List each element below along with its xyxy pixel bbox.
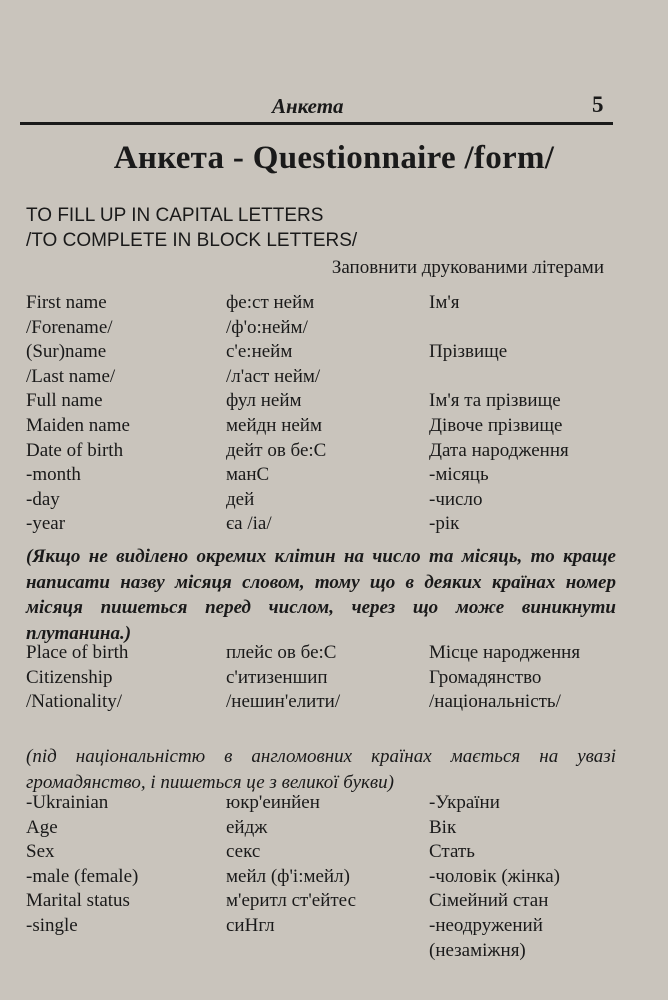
ukrainian-term: -неодружений: [429, 915, 543, 936]
vocab-row: [0, 691, 668, 715]
ukrainian-term: Громадянство: [429, 666, 542, 688]
transcription: дейт ов бе:С: [226, 439, 327, 461]
vocab-row: [0, 415, 668, 439]
ukrainian-term: -число: [429, 488, 483, 510]
english-term: -month: [26, 464, 81, 486]
vocab-row: [0, 667, 668, 691]
ukrainian-term: -місяць: [429, 464, 489, 486]
note-nationality: (під національністю в англомовних країнах мається на увазі громадянство, і пишеться це з великої букви): [26, 746, 616, 793]
instruction-line-1: TO FILL UP IN CAPITAL LETTERS: [26, 205, 324, 226]
ukrainian-term: Ім'я: [429, 292, 460, 313]
transcription: секс: [226, 841, 261, 863]
vocab-row: [0, 940, 668, 964]
english-term: First name: [26, 292, 107, 313]
english-term: Sex: [26, 841, 55, 863]
english-term: Citizenship: [26, 666, 113, 688]
english-term: -single: [26, 915, 78, 936]
page-number: 5: [592, 92, 604, 117]
english-term: Age: [26, 816, 58, 838]
ukrainian-term: Ім'я та прізвище: [429, 390, 561, 412]
running-header: [0, 84, 668, 124]
vocab-row: [0, 513, 668, 537]
page-title: Анкета - Questionnaire /form/: [113, 140, 555, 176]
ukrainian-term: -України: [429, 792, 500, 813]
ukrainian-term: Місце народження: [429, 642, 581, 663]
english-term: -Ukrainian: [26, 792, 109, 813]
english-term: -year: [26, 513, 66, 535]
transcription: ейдж: [226, 816, 268, 838]
transcription: /нешин'елити/: [226, 691, 341, 713]
vocab-row: [0, 292, 668, 316]
ukrainian-term: /національність/: [429, 691, 561, 713]
header-rule: [20, 122, 613, 125]
vocab-row: [0, 390, 668, 414]
ukrainian-term: Прізвище: [429, 341, 508, 363]
vocab-row: [0, 341, 668, 365]
english-term: -day: [26, 488, 60, 510]
instruction-line-2: /TO COMPLETE IN BLOCK LETTERS/: [26, 230, 358, 251]
ukrainian-term: (незаміжня): [429, 939, 526, 961]
ukrainian-term: Вік: [429, 816, 457, 838]
instruction-ukrainian: Заповнити друкованими літерами: [331, 257, 604, 278]
transcription: с'е:нейм: [226, 341, 293, 363]
vocab-row: [0, 866, 668, 890]
transcription: дей: [226, 488, 255, 510]
english-term: Date of birth: [26, 439, 124, 461]
vocab-row: [0, 440, 668, 464]
english-term: Maiden name: [26, 415, 130, 436]
transcription: /ф'о:нейм/: [226, 316, 308, 338]
ukrainian-term: Дівоче прізвище: [429, 415, 563, 436]
english-term: Marital status: [26, 890, 130, 912]
transcription: мейдн нейм: [226, 415, 323, 436]
transcription: /л'аст нейм/: [226, 365, 321, 387]
transcription: сиНгл: [226, 915, 275, 936]
vocab-row: [0, 366, 668, 390]
english-term: -male (female): [26, 865, 139, 887]
transcription: м'еритл ст'ейтес: [226, 890, 357, 912]
transcription: мейл (ф'і:мейл): [226, 865, 350, 887]
note-month-format: (Якщо не виділено окремих клітин на число та місяць, то краще написати назву місяця словом, тому що в деяких країнах номер місяця пишеться перед числом, через що може виникнути плутанина.): [26, 546, 616, 644]
ukrainian-term: Сімейний стан: [429, 890, 549, 912]
english-term: Full name: [26, 390, 103, 412]
vocab-row: [0, 817, 668, 841]
vocab-row: [0, 489, 668, 513]
english-term: /Last name/: [26, 365, 116, 387]
english-term: (Sur)name: [26, 341, 107, 363]
transcription: манС: [226, 464, 270, 486]
english-term: /Forename/: [26, 316, 113, 338]
ukrainian-term: -рік: [429, 513, 460, 535]
transcription: юкр'еинйен: [226, 792, 320, 813]
transcription: єа /іа/: [226, 513, 272, 535]
ukrainian-term: Дата народження: [429, 439, 569, 461]
vocab-row: [0, 464, 668, 488]
transcription: с'итизеншип: [226, 666, 328, 688]
vocab-row: [0, 890, 668, 914]
ukrainian-term: Стать: [429, 841, 475, 863]
transcription: плейс ов бе:С: [226, 642, 337, 663]
vocab-row: [0, 317, 668, 341]
ukrainian-term: -чоловік (жінка): [429, 865, 560, 887]
english-term: /Nationality/: [26, 691, 123, 713]
header-title: Анкета: [272, 94, 344, 118]
english-term: Place of birth: [26, 642, 129, 663]
transcription: фе:ст нейм: [226, 292, 315, 313]
vocab-row: [0, 841, 668, 865]
vocab-row: [0, 915, 668, 939]
vocab-row: [0, 642, 668, 666]
transcription: фул нейм: [226, 390, 302, 412]
vocab-row: [0, 792, 668, 816]
